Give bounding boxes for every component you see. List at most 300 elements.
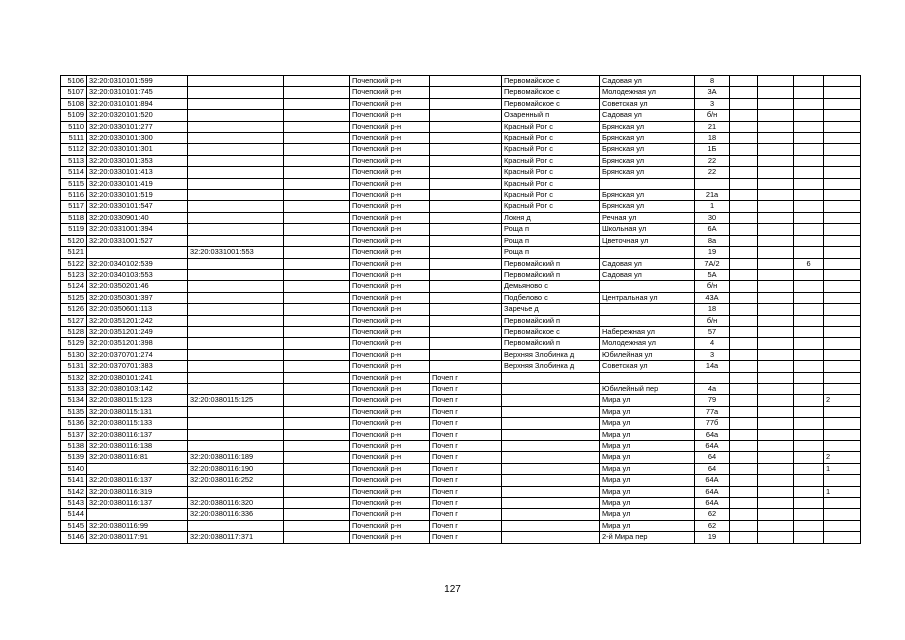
cell-room xyxy=(824,167,861,178)
cell-structure xyxy=(758,406,794,417)
cell-district: Почепский р-н xyxy=(350,475,430,486)
table-row xyxy=(61,429,861,440)
cell-room xyxy=(824,212,861,223)
cell-apartment: 6 xyxy=(794,258,824,269)
cell-cadastral-number: 32:20:0310101:745 xyxy=(87,87,188,98)
cell-settlement: Подбелово с xyxy=(502,292,600,303)
cell-cadastral-number: 32:20:0330101:519 xyxy=(87,190,188,201)
cell-related-cadastral-number xyxy=(188,87,284,98)
cell-structure xyxy=(758,486,794,497)
cell-settlement: Первомайский п xyxy=(502,315,600,326)
cell-district: Почепский р-н xyxy=(350,406,430,417)
cell-district: Почепский р-н xyxy=(350,110,430,121)
cell-street: Брянская ул xyxy=(600,201,695,212)
cell-building xyxy=(730,418,758,429)
cell-apartment xyxy=(794,372,824,383)
cell-row-number: 5106 xyxy=(61,76,87,87)
cell-city xyxy=(430,167,502,178)
cell-settlement xyxy=(502,475,600,486)
cell-house-number: 18 xyxy=(695,133,730,144)
cell-district: Почепский р-н xyxy=(350,498,430,509)
cell-blank-column xyxy=(284,224,350,235)
cell-district: Почепский р-н xyxy=(350,201,430,212)
cell-street: Брянская ул xyxy=(600,167,695,178)
cell-row-number: 5107 xyxy=(61,87,87,98)
cell-blank-column xyxy=(284,235,350,246)
cell-city xyxy=(430,235,502,246)
cell-row-number: 5110 xyxy=(61,121,87,132)
cell-room xyxy=(824,498,861,509)
cell-room xyxy=(824,76,861,87)
cell-house-number: 3 xyxy=(695,98,730,109)
cell-structure xyxy=(758,235,794,246)
cell-street: Мира ул xyxy=(600,520,695,531)
cell-row-number: 5139 xyxy=(61,452,87,463)
cell-street: Цветочная ул xyxy=(600,235,695,246)
cell-blank-column xyxy=(284,486,350,497)
cell-apartment xyxy=(794,224,824,235)
cell-row-number: 5118 xyxy=(61,212,87,223)
cell-structure xyxy=(758,98,794,109)
cell-apartment xyxy=(794,269,824,280)
cell-house-number: 1Б xyxy=(695,144,730,155)
cell-house-number: 8 xyxy=(695,76,730,87)
cell-blank-column xyxy=(284,304,350,315)
cell-street: Юбилейный пер xyxy=(600,383,695,394)
cell-district: Почепский р-н xyxy=(350,326,430,337)
cell-district: Почепский р-н xyxy=(350,133,430,144)
cell-blank-column xyxy=(284,87,350,98)
cell-cadastral-number: 32:20:0351201:398 xyxy=(87,338,188,349)
table-row xyxy=(61,395,861,406)
cell-related-cadastral-number xyxy=(188,361,284,372)
cell-structure xyxy=(758,133,794,144)
cell-district: Почепский р-н xyxy=(350,144,430,155)
cell-blank-column xyxy=(284,144,350,155)
table-row xyxy=(61,190,861,201)
cell-structure xyxy=(758,441,794,452)
cell-room xyxy=(824,418,861,429)
cell-building xyxy=(730,190,758,201)
cell-city: Почеп г xyxy=(430,486,502,497)
cell-cadastral-number: 32:20:0380116:319 xyxy=(87,486,188,497)
cell-district: Почепский р-н xyxy=(350,281,430,292)
cell-street: Мира ул xyxy=(600,406,695,417)
cell-house-number: 30 xyxy=(695,212,730,223)
cell-apartment xyxy=(794,144,824,155)
table-row xyxy=(61,418,861,429)
cell-room xyxy=(824,304,861,315)
cell-street: Молодежная ул xyxy=(600,87,695,98)
cell-structure xyxy=(758,110,794,121)
cell-blank-column xyxy=(284,269,350,280)
cell-building xyxy=(730,292,758,303)
cell-district: Почепский р-н xyxy=(350,452,430,463)
cell-street: Мира ул xyxy=(600,486,695,497)
cell-structure xyxy=(758,281,794,292)
table-row xyxy=(61,201,861,212)
cell-apartment xyxy=(794,498,824,509)
cell-cadastral-number: 32:20:0330101:413 xyxy=(87,167,188,178)
cell-settlement: Роща п xyxy=(502,235,600,246)
table-row xyxy=(61,292,861,303)
cell-room xyxy=(824,247,861,258)
cell-settlement xyxy=(502,395,600,406)
cell-room xyxy=(824,133,861,144)
table-row xyxy=(61,509,861,520)
cell-row-number: 5127 xyxy=(61,315,87,326)
table-row xyxy=(61,155,861,166)
cell-structure xyxy=(758,349,794,360)
cell-cadastral-number: 32:20:0330101:301 xyxy=(87,144,188,155)
cell-house-number: 21 xyxy=(695,121,730,132)
cell-row-number: 5129 xyxy=(61,338,87,349)
cell-related-cadastral-number: 32:20:0380116:190 xyxy=(188,463,284,474)
cell-house-number: 1 xyxy=(695,201,730,212)
cell-row-number: 5116 xyxy=(61,190,87,201)
cell-building xyxy=(730,212,758,223)
cell-related-cadastral-number xyxy=(188,212,284,223)
cell-related-cadastral-number xyxy=(188,406,284,417)
cell-apartment xyxy=(794,201,824,212)
cell-city: Почеп г xyxy=(430,441,502,452)
cell-city xyxy=(430,326,502,337)
cell-row-number: 5140 xyxy=(61,463,87,474)
cell-room xyxy=(824,201,861,212)
cell-cadastral-number: 32:20:0310101:894 xyxy=(87,98,188,109)
cell-room xyxy=(824,326,861,337)
cell-structure xyxy=(758,452,794,463)
cell-district: Почепский р-н xyxy=(350,167,430,178)
cell-blank-column xyxy=(284,133,350,144)
cell-building xyxy=(730,87,758,98)
cell-blank-column xyxy=(284,463,350,474)
cell-district: Почепский р-н xyxy=(350,463,430,474)
table-row xyxy=(61,247,861,258)
cell-apartment xyxy=(794,452,824,463)
table-row xyxy=(61,304,861,315)
cell-apartment xyxy=(794,121,824,132)
cell-city xyxy=(430,155,502,166)
cell-structure xyxy=(758,292,794,303)
cell-related-cadastral-number xyxy=(188,281,284,292)
cell-district: Почепский р-н xyxy=(350,76,430,87)
cell-apartment xyxy=(794,247,824,258)
cell-street: Брянская ул xyxy=(600,190,695,201)
cell-related-cadastral-number xyxy=(188,190,284,201)
cell-city xyxy=(430,121,502,132)
table-row xyxy=(61,315,861,326)
cell-room xyxy=(824,520,861,531)
cell-city xyxy=(430,281,502,292)
cell-related-cadastral-number: 32:20:0380116:252 xyxy=(188,475,284,486)
cell-house-number: 6А xyxy=(695,224,730,235)
cell-blank-column xyxy=(284,383,350,394)
table-row xyxy=(61,349,861,360)
cell-building xyxy=(730,383,758,394)
cell-street: Юбилейная ул xyxy=(600,349,695,360)
cell-street xyxy=(600,247,695,258)
cell-blank-column xyxy=(284,178,350,189)
cell-row-number: 5132 xyxy=(61,372,87,383)
cell-row-number: 5138 xyxy=(61,441,87,452)
cell-building xyxy=(730,281,758,292)
cell-house-number: 19 xyxy=(695,532,730,543)
cell-row-number: 5146 xyxy=(61,532,87,543)
cell-row-number: 5111 xyxy=(61,133,87,144)
table-row xyxy=(61,76,861,87)
cell-row-number: 5124 xyxy=(61,281,87,292)
cell-cadastral-number: 32:20:0380116:81 xyxy=(87,452,188,463)
cell-apartment xyxy=(794,190,824,201)
cell-blank-column xyxy=(284,167,350,178)
cell-district: Почепский р-н xyxy=(350,315,430,326)
cell-row-number: 5133 xyxy=(61,383,87,394)
cell-district: Почепский р-н xyxy=(350,532,430,543)
cell-district: Почепский р-н xyxy=(350,383,430,394)
cell-building xyxy=(730,121,758,132)
cell-cadastral-number xyxy=(87,509,188,520)
cell-street: Садовая ул xyxy=(600,110,695,121)
cell-blank-column xyxy=(284,361,350,372)
cell-city: Почеп г xyxy=(430,520,502,531)
cell-room xyxy=(824,110,861,121)
cell-settlement: Красный Рог с xyxy=(502,144,600,155)
cell-house-number xyxy=(695,372,730,383)
cell-row-number: 5135 xyxy=(61,406,87,417)
cell-street: Молодежная ул xyxy=(600,338,695,349)
cell-street: Брянская ул xyxy=(600,155,695,166)
cell-building xyxy=(730,395,758,406)
cell-row-number: 5125 xyxy=(61,292,87,303)
cell-apartment xyxy=(794,281,824,292)
cell-settlement: Красный Рог с xyxy=(502,190,600,201)
cell-related-cadastral-number xyxy=(188,315,284,326)
cell-settlement: Первомайское с xyxy=(502,98,600,109)
cell-cadastral-number: 32:20:0380115:131 xyxy=(87,406,188,417)
cell-house-number: 62 xyxy=(695,509,730,520)
cell-street: Школьная ул xyxy=(600,224,695,235)
cell-room xyxy=(824,98,861,109)
cell-settlement xyxy=(502,372,600,383)
cell-district: Почепский р-н xyxy=(350,338,430,349)
table-row xyxy=(61,98,861,109)
cell-related-cadastral-number xyxy=(188,418,284,429)
cell-related-cadastral-number xyxy=(188,429,284,440)
cell-structure xyxy=(758,383,794,394)
cell-city: Почеп г xyxy=(430,475,502,486)
cell-blank-column xyxy=(284,190,350,201)
table-row xyxy=(61,281,861,292)
cell-row-number: 5114 xyxy=(61,167,87,178)
cell-settlement: Красный Рог с xyxy=(502,178,600,189)
cell-blank-column xyxy=(284,292,350,303)
cell-room xyxy=(824,269,861,280)
cell-cadastral-number: 32:20:0330101:353 xyxy=(87,155,188,166)
cell-blank-column xyxy=(284,247,350,258)
cell-room xyxy=(824,338,861,349)
cell-blank-column xyxy=(284,155,350,166)
cell-room xyxy=(824,190,861,201)
table-row xyxy=(61,486,861,497)
cell-house-number: 5А xyxy=(695,269,730,280)
cell-related-cadastral-number xyxy=(188,349,284,360)
cell-structure xyxy=(758,304,794,315)
cell-blank-column xyxy=(284,349,350,360)
cell-district: Почепский р-н xyxy=(350,224,430,235)
cell-settlement xyxy=(502,429,600,440)
cell-room xyxy=(824,349,861,360)
cell-building xyxy=(730,258,758,269)
cell-blank-column xyxy=(284,509,350,520)
cell-city xyxy=(430,361,502,372)
cell-apartment xyxy=(794,315,824,326)
cell-city xyxy=(430,315,502,326)
cell-street: Набережная ул xyxy=(600,326,695,337)
cell-building xyxy=(730,110,758,121)
cell-related-cadastral-number: 32:20:0380116:189 xyxy=(188,452,284,463)
cell-row-number: 5120 xyxy=(61,235,87,246)
cell-related-cadastral-number xyxy=(188,372,284,383)
cell-apartment xyxy=(794,349,824,360)
cell-house-number xyxy=(695,178,730,189)
cell-related-cadastral-number xyxy=(188,178,284,189)
table-row xyxy=(61,178,861,189)
cell-apartment xyxy=(794,155,824,166)
cell-apartment xyxy=(794,76,824,87)
cell-apartment xyxy=(794,87,824,98)
cell-apartment xyxy=(794,486,824,497)
cell-apartment xyxy=(794,338,824,349)
cell-house-number: б/н xyxy=(695,315,730,326)
cell-settlement: Локня д xyxy=(502,212,600,223)
cell-room xyxy=(824,235,861,246)
cell-street xyxy=(600,372,695,383)
cell-blank-column xyxy=(284,121,350,132)
cell-structure xyxy=(758,326,794,337)
cell-building xyxy=(730,144,758,155)
cell-district: Почепский р-н xyxy=(350,247,430,258)
cell-city: Почеп г xyxy=(430,383,502,394)
cell-building xyxy=(730,167,758,178)
cell-row-number: 5141 xyxy=(61,475,87,486)
cell-building xyxy=(730,315,758,326)
cell-apartment xyxy=(794,429,824,440)
cell-apartment xyxy=(794,98,824,109)
cell-settlement: Первомайский п xyxy=(502,269,600,280)
cell-settlement: Первомайский п xyxy=(502,258,600,269)
cell-structure xyxy=(758,338,794,349)
table-row xyxy=(61,110,861,121)
cell-settlement xyxy=(502,486,600,497)
cell-city xyxy=(430,212,502,223)
cell-row-number: 5113 xyxy=(61,155,87,166)
cell-room xyxy=(824,144,861,155)
cell-room: 1 xyxy=(824,463,861,474)
cell-building xyxy=(730,201,758,212)
cell-house-number: 4а xyxy=(695,383,730,394)
cell-row-number: 5131 xyxy=(61,361,87,372)
table-row xyxy=(61,475,861,486)
cell-cadastral-number xyxy=(87,463,188,474)
cell-building xyxy=(730,235,758,246)
cell-cadastral-number: 32:20:0340102:539 xyxy=(87,258,188,269)
cell-cadastral-number: 32:20:0350601:113 xyxy=(87,304,188,315)
cell-room xyxy=(824,475,861,486)
table-row xyxy=(61,361,861,372)
cell-house-number: 22 xyxy=(695,155,730,166)
cell-room xyxy=(824,281,861,292)
cell-related-cadastral-number xyxy=(188,383,284,394)
cell-room xyxy=(824,372,861,383)
cell-blank-column xyxy=(284,98,350,109)
cell-related-cadastral-number xyxy=(188,304,284,315)
table-row xyxy=(61,498,861,509)
cell-building xyxy=(730,406,758,417)
cell-settlement: Озаренный п xyxy=(502,110,600,121)
cell-structure xyxy=(758,201,794,212)
cell-district: Почепский р-н xyxy=(350,418,430,429)
cell-structure xyxy=(758,167,794,178)
cell-structure xyxy=(758,418,794,429)
cell-building xyxy=(730,509,758,520)
cell-house-number: 4 xyxy=(695,338,730,349)
cell-house-number: 77б xyxy=(695,418,730,429)
cell-cadastral-number: 32:20:0380103:142 xyxy=(87,383,188,394)
cell-room xyxy=(824,509,861,520)
cell-district: Почепский р-н xyxy=(350,292,430,303)
table-row xyxy=(61,532,861,543)
cell-related-cadastral-number: 32:20:0380116:320 xyxy=(188,498,284,509)
cell-district: Почепский р-н xyxy=(350,349,430,360)
cell-row-number: 5117 xyxy=(61,201,87,212)
cell-settlement: Роща п xyxy=(502,247,600,258)
cell-building xyxy=(730,372,758,383)
cell-building xyxy=(730,475,758,486)
cell-house-number: 64 xyxy=(695,463,730,474)
cell-related-cadastral-number xyxy=(188,269,284,280)
cell-cadastral-number: 32:20:0330101:277 xyxy=(87,121,188,132)
cell-room xyxy=(824,383,861,394)
cell-blank-column xyxy=(284,532,350,543)
cell-settlement xyxy=(502,498,600,509)
cell-building xyxy=(730,98,758,109)
cell-building xyxy=(730,338,758,349)
cell-structure xyxy=(758,509,794,520)
cell-related-cadastral-number xyxy=(188,224,284,235)
cell-house-number: 3 xyxy=(695,349,730,360)
table-row xyxy=(61,144,861,155)
cell-related-cadastral-number: 32:20:0331001:553 xyxy=(188,247,284,258)
cell-city xyxy=(430,224,502,235)
cell-settlement: Первомайское с xyxy=(502,87,600,98)
cell-cadastral-number: 32:20:0370701:383 xyxy=(87,361,188,372)
cell-related-cadastral-number xyxy=(188,441,284,452)
cell-row-number: 5115 xyxy=(61,178,87,189)
cell-city xyxy=(430,201,502,212)
cell-apartment xyxy=(794,292,824,303)
cell-street: Мира ул xyxy=(600,509,695,520)
table-row xyxy=(61,121,861,132)
cell-district: Почепский р-н xyxy=(350,395,430,406)
cell-related-cadastral-number xyxy=(188,201,284,212)
table-row xyxy=(61,441,861,452)
cell-row-number: 5108 xyxy=(61,98,87,109)
cell-city xyxy=(430,133,502,144)
cell-structure xyxy=(758,144,794,155)
table-row xyxy=(61,167,861,178)
cell-street xyxy=(600,315,695,326)
